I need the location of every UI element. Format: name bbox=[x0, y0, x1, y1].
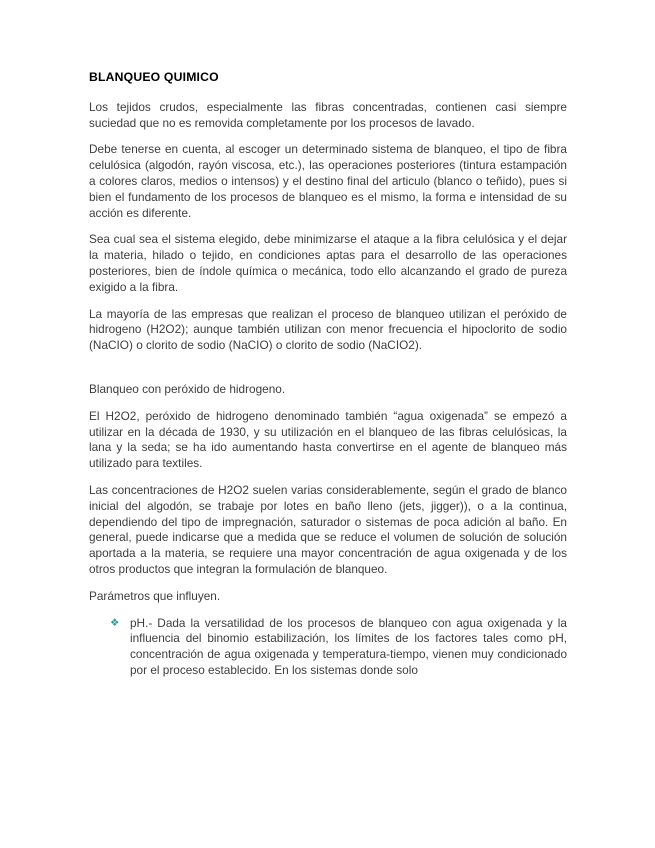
document-title: BLANQUEO QUIMICO bbox=[89, 70, 219, 84]
paragraph-intro: Los tejidos crudos, especialmente las fibras concentradas, contienen casi siempre suciedad que no es removida completamente por los procesos de lavado. bbox=[89, 99, 567, 130]
paragraph-empresas: La mayoría de las empresas que realizan el proceso de blanqueo utilizan el peróxido de hidrogeno (H2O2); aunque también utilizan con menor frecuencia el hipoclorito de sodio (NaCIO) o clorito de sodio (NaCIO) o clorito de sodio (NaCIO2). bbox=[89, 306, 567, 353]
paragraph-h2o2-historia: El H2O2, peróxido de hidrogeno denominado también “agua oxigenada” se empezó a utilizar en la década de 1930, y su utilización en el blanqueo de las fibras celulósicas, la lana y la seda; se ha ido aumentando hasta convertirse en el agente de blanqueo más utilizado para textiles. bbox=[89, 408, 567, 471]
diamond-bullet-icon: ❖ bbox=[110, 616, 120, 629]
paragraph-sistema-elegido: Sea cual sea el sistema elegido, debe minimizarse el ataque a la fibra celulósica y el dejar la materia, hilado o tejido, en condiciones aptas para el desarrollo de las operaciones posteriores, bien de índole química o mecánica, todo ello alcanzando el grado de pureza exigido a la fibra. bbox=[89, 232, 567, 294]
list-item-text: pH.- Dada la versatilidad de los procesos de blanqueo con agua oxigenada y la influencia del binomio estabilización, los límites de los factores tales como pH, concentración de agua oxigenada y temperatura-tiempo, vienen muy condicionado por el proceso establecido. En los sistemas donde solo bbox=[130, 615, 567, 677]
list-item-ph bbox=[89, 616, 567, 679]
paragraph-sistema-blanqueo: Debe tenerse en cuenta, al escoger un determinado sistema de blanqueo, el tipo de fibra celulósica (algodón, rayón viscosa, etc.), las operaciones posteriores (tintura estampación a colores claros, medios o intensos) y el destino final del articulo (blanco o teñido), pues si bien el fundamento de los procesos de blanqueo es el mismo, la forma e intensidad de su acción es diferente. bbox=[89, 142, 567, 220]
subheading-parametros: Parámetros que influyen. bbox=[89, 588, 221, 603]
empty-line-spacer bbox=[89, 365, 567, 382]
paragraph-concentraciones: Las concentraciones de H2O2 suelen varias considerablemente, según el grado de blanco inicial del algodón, se trabaje por lotes en baño lleno (jets, jigger)), o a la continua, dependiendo del tipo de impregnación, saturador o sistemas de poca adición al baño. En general, puede indicarse que a medida que se reduce el volumen de solución de solución aportada a la materia, se requiere una mayor concentración de agua oxigenada y de los otros productos que integran la formulación de blanqueo. bbox=[89, 482, 567, 576]
subheading-peroxido: Blanqueo con peróxido de hidrogeno. bbox=[89, 381, 286, 396]
